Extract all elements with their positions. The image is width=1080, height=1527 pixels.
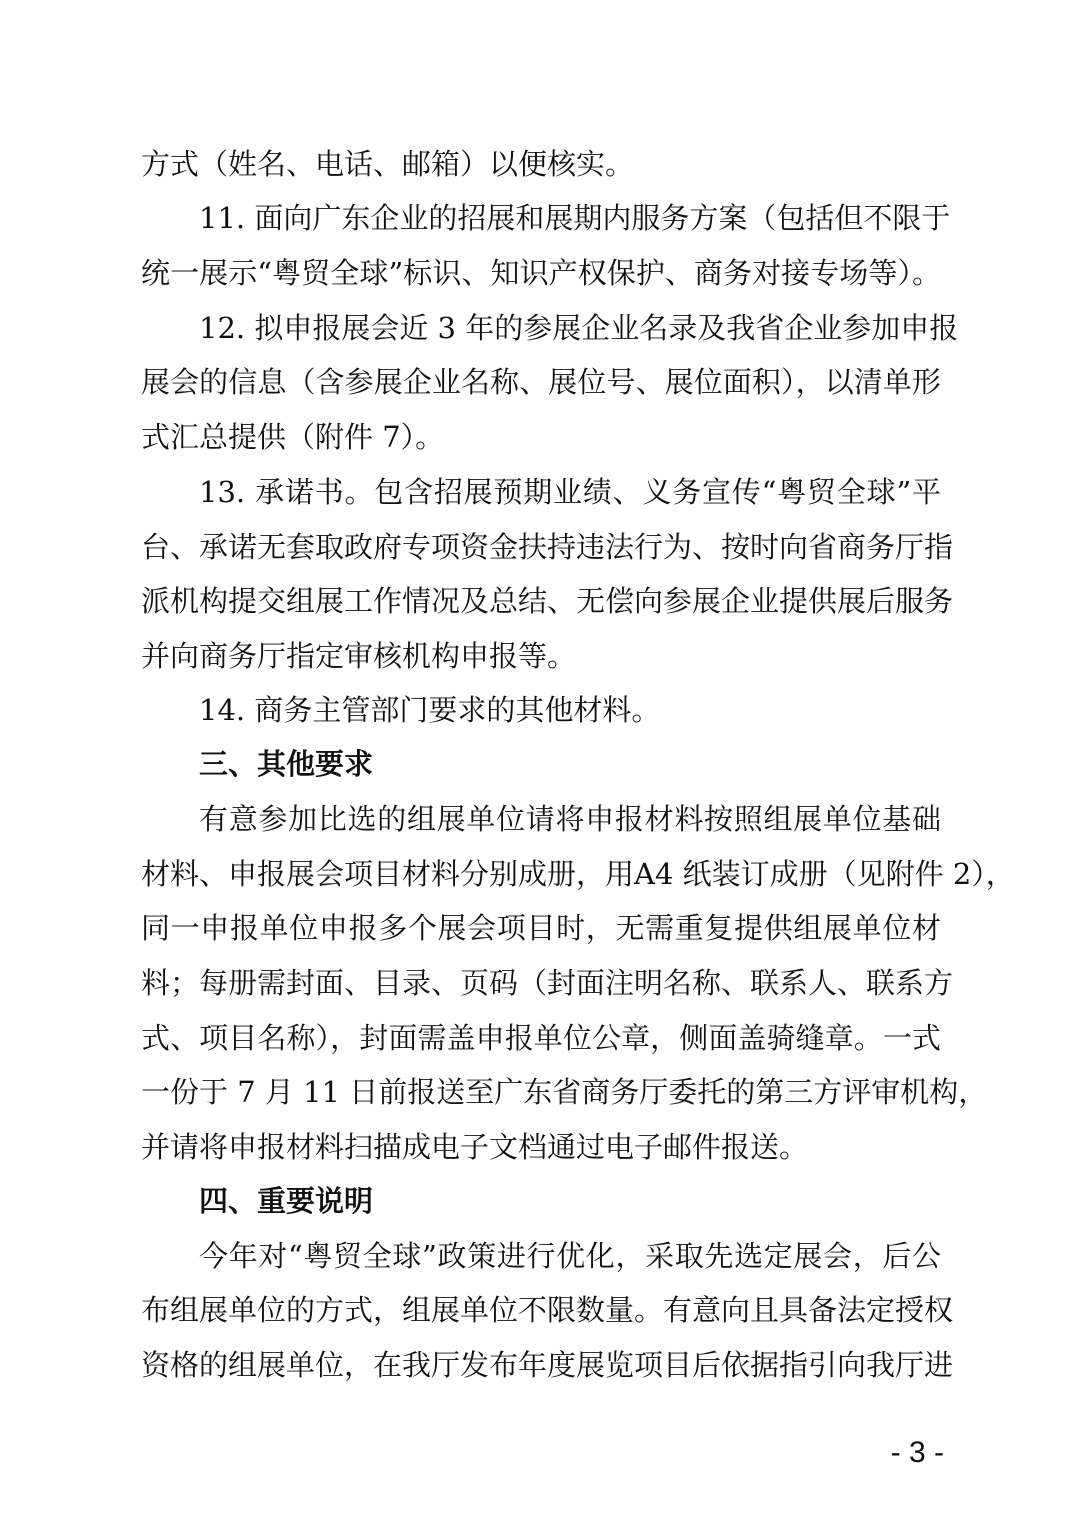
item-13-text: 13. 承诺书。包含招展预期业绩、义务宣传“粤贸全球”平 — [199, 475, 941, 509]
body-text-line: 一份于 7 月 11 日前报送至广东省商务厅委托的第三方评审机构， — [141, 1075, 988, 1109]
body-text-line: 同一申报单位申报多个展会项目时，无需重复提供组展单位材 — [141, 911, 941, 945]
section-heading-other-requirements: 三、其他要求 — [199, 747, 374, 781]
page-number: - 3 - — [890, 1436, 944, 1469]
item-11-text: 11. 面向广东企业的招展和展期内服务方案（包括但不限于 — [199, 201, 951, 235]
body-text-line: 资格的组展单位，在我厅发布年度展览项目后依据指引向我厅进 — [141, 1348, 954, 1382]
body-text-line: 今年对“粤贸全球”政策进行优化，采取先选定展会，后公 — [199, 1239, 941, 1273]
body-text-line: 方式（姓名、电话、邮箱）以便核实。 — [141, 147, 635, 181]
body-text-line: 台、承诺无套取政府专项资金扶持违法行为、按时向省商务厅指 — [141, 530, 954, 564]
body-text-line: 并请将申报材料扫描成电子文档通过电子邮件报送。 — [141, 1130, 809, 1164]
item-14-text: 14. 商务主管部门要求的其他材料。 — [199, 693, 661, 727]
body-text-line: 材料、申报展会项目材料分别成册，用A4 纸装订成册（见附件 2）， — [141, 857, 1015, 891]
section-heading-important-notes: 四、重要说明 — [199, 1184, 374, 1218]
body-text-line: 派机构提交组展工作情况及总结、无偿向参展企业提供展后服务 — [141, 584, 954, 618]
body-text-line: 并向商务厅指定审核机构申报等。 — [141, 639, 577, 673]
body-text-line: 料；每册需封面、目录、页码（封面注明名称、联系人、联系方 — [141, 966, 954, 1000]
body-text-line: 统一展示“粤贸全球”标识、知识产权保护、商务对接专场等）。 — [141, 256, 941, 290]
body-text-line: 有意参加比选的组展单位请将申报材料按照组展单位基础 — [199, 802, 941, 836]
item-12-text: 12. 拟申报展会近 3 年的参展企业名录及我省企业参加申报 — [199, 311, 959, 345]
body-text-line: 展会的信息（含参展企业名称、展位号、展位面积），以清单形 — [141, 365, 941, 399]
body-text-line: 布组展单位的方式，组展单位不限数量。有意向且具备法定授权 — [141, 1293, 954, 1327]
body-text-line: 式、项目名称），封面需盖申报单位公章，侧面盖骑缝章。一式 — [141, 1021, 941, 1055]
body-text-line: 式汇总提供（附件 7）。 — [141, 420, 445, 454]
